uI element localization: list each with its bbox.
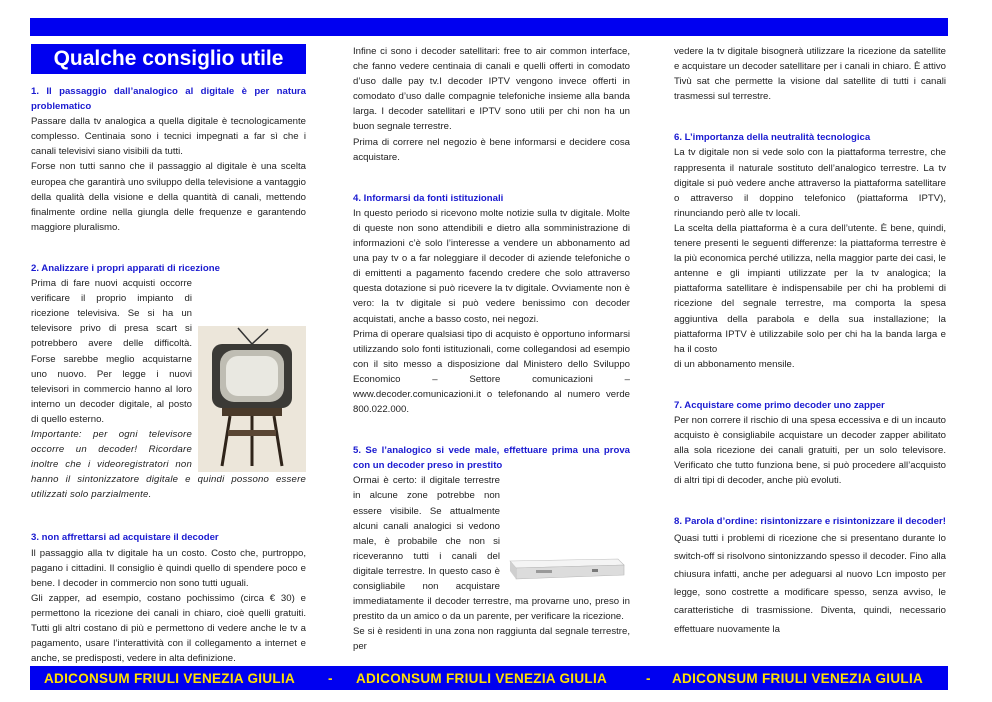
section-8-heading: 8. Parola d’ordine: risintonizzare e risintonizzare il decoder!: [674, 516, 946, 528]
section-1-paragraph-1: Passare dalla tv analogica a quella digitale è tecnologicamente complesso. Centinaia sono i tecnici impegnati a far sì che i canali televisivi siano visibili da tutti.: [31, 116, 306, 158]
section-4-paragraph-2: Prima di operare qualsiasi tipo di acquisto è opportuno informarsi utilizzando solo fonti istituzionali, come collegandosi ad esempio con il sito messo a disposizione dal Ministero dello Sviluppo Economico – Settore comunicazioni – www.decoder.comunicazioni.it o telefonando al numero verde 800.022.000.: [353, 328, 630, 416]
section-8-paragraph-1: Quasi tutti i problemi di ricezione che si presentano durante lo switch-off si risolvono sintonizzando spesso il decoder. Fino alla chiusura infatti, anche per adeguarsi al nuovo Lcn imposto per legge, sono costrette a modificare spesso, senza avviso, le caratteristiche di trasmissione. Diventa, quindi, necessario effettuare nuovamente la: [674, 532, 946, 635]
section-2-paragraph-1: Prima di fare nuovi acquisti occorre verificare il proprio impianto di ricezione televisiva. Se si ha un televisore privo di presa scart si potrebbero avere delle difficoltà. Forse sarebbe meglio acquistarne uno nuovo. Per legge i nuovi televisori in commercio hanno al loro interno un decoder digitale, al posto di quello esterno.: [31, 278, 192, 425]
section-3-paragraph-2: Gli zapper, ad esempio, costano pochissimo (circa € 30) e permettono la ricezione dei canali in chiaro, cioè quelli gratuiti. Tutti gli altri costano di più e permettono di vedere anche le tv a pagamento, usare l’interattività con il collegamento a internet e anche, se predisposti, vedere in alta definizione.: [31, 592, 306, 665]
section-1-heading: 1. Il passaggio dall’analogico al digitale è per natura problematico: [31, 86, 306, 113]
column-1: [31, 44, 306, 666]
section-2-heading: 2. Analizzare i propri apparati di ricezione: [31, 262, 220, 274]
footer-label-3: ADICONSUM FRIULI VENEZIA GIULIA: [672, 670, 924, 686]
vintage-tv-image: [198, 326, 306, 472]
section-5-heading: 5. Se l’analogico si vede male, effettuare prima una prova con un decoder preso in prestito: [353, 445, 630, 472]
footer-separator-2: -: [646, 670, 651, 686]
top-banner: [30, 18, 948, 36]
section-5-paragraph-1: Ormai è certo: il digitale terrestre in alcune zone potrebbe non essere visibile. Se attualmente alcuni canali analogici si vedono male, è probabile che non si riceveranno tutti i canali del digitale terrestre. In questo caso è consigliabile non acquistare immediatamente il decoder terrestre, ma provarne uno, preso in prestito da un amico o da un parente, per verificare la ricezione.: [353, 475, 630, 623]
footer-separator-1: -: [328, 670, 333, 686]
footer-banner: [30, 666, 948, 690]
section-6-paragraph-2: La scelta della piattaforma è a cura dell’utente. È bene, quindi, tenere presenti le seguenti differenze: la piattaforma terrestre è la più economica perché utilizza, nella maggior parte dei casi, le antenne e gli impianti utilizzate per la tv analogica; la piattaforma satellitare è indispensabile per chi ha problemi di ricezione del segnale terrestre, ma comporta la spesa aggiuntiva della parabola e della sua installazione; la piattaforma IPTV è utilizzabile solo per chi ha la banda larga e ha il costo: [674, 222, 946, 355]
intro-paragraph: Infine ci sono i decoder satellitari: free to air common interface, che fanno vedere centinaia di canali e quelli offerti in comodato d’uso dalle pay tv.I decoder IPTV vengono invece offerti in comodato d’uso dalle compagnie telefoniche insieme alla banda larga. I decoder satellitari e IPTV sono utili per chi non ha un buon segnale terrestre.: [353, 46, 630, 133]
intro-paragraph-2: Prima di correre nel negozio è bene informarsi e decidere cosa acquistare.: [353, 136, 630, 163]
section-6-paragraph-1: La tv digitale non si vede solo con la piattaforma terrestre, che rappresenta il naturale sostituto dell’analogico terrestre. La tv digitale si può vedere anche attraverso la piattaforma satellitare o attraverso il doppino telefonico (piattaforma IPTV), rinunciando però alle tv locali.: [674, 147, 946, 219]
section-1-paragraph-2: Forse non tutti sanno che il passaggio al digitale è una scelta europea che garantirà uno sviluppo della televisione a vantaggio della qualità della visione e della quantità di canali, mettendo finalmente ordine nella giungla delle frequenze e garantendo maggiore pluralismo.: [31, 161, 306, 233]
continued-paragraph: vedere la tv digitale bisognerà utilizzare la ricezione da satellite e acquistare un decoder satellitare per i canali in chiaro. È attivo Tivù sat che permette la visione dal satellite di tutti i canali trasmessi sul terrestre.: [674, 46, 946, 103]
section-6-paragraph-3: di un abbonamento mensile.: [674, 358, 795, 370]
page-title: Qualche consiglio utile: [31, 44, 306, 74]
footer-label-2: ADICONSUM FRIULI VENEZIA GIULIA: [356, 670, 608, 686]
section-5-paragraph-2: Se si è residenti in una zona non raggiunta dal segnale terrestre, per: [353, 626, 630, 653]
section-7-heading: 7. Acquistare come primo decoder uno zapper: [674, 399, 885, 411]
section-4-paragraph-1: In questo periodo si ricevono molte notizie sulla tv digitale. Molte di queste non sono attendibili e dietro alla somministrazione di informazioni c’è solo l’interesse a vendere un abbonamento ad una pay tv o a far noleggiare il decoder di aziende telefoniche o di emittenti a pagamento facendo credere che solo attraverso questa dotazione si può ricevere la tv digitale. Ovviamente non è vero: la tv digitale si può vedere benissimo con decoder acquistati, anche a basso costo, nei negozi.: [353, 207, 630, 325]
column-2: [353, 44, 630, 654]
section-6-heading: 6. L’importanza della neutralità tecnologica: [674, 132, 871, 144]
column-3: [674, 44, 946, 639]
section-4-heading: 4. Informarsi da fonti istituzionali: [353, 192, 504, 204]
section-3-paragraph-1: Il passaggio alla tv digitale ha un costo. Costo che, purtroppo, pagano i cittadini. Il consiglio è quindi quello di spendere poco e bene. I decoder in commercio non sono tutti uguali.: [31, 547, 306, 589]
decoder-image: [506, 551, 626, 581]
section-7-paragraph-1: Per non correre il rischio di una spesa eccessiva e di un incauto acquisto è consigliabile acquistare un decoder zapper abilitato alla sola ricezione dei canali gratuiti, per un solo televisore. Verificato che tutto funziona bene, si può procedere all’acquisto di altri tipi di decoder, anche più evoluti.: [674, 414, 946, 487]
section-2-paragraph-2: Importante: per ogni televisore occorre un decoder! Ricordare inoltre che i videoregistratori non hanno il sintonizzatore digitale e quindi possono essere utilizzati solo parzialmente.: [31, 428, 306, 501]
footer-label-1: ADICONSUM FRIULI VENEZIA GIULIA: [44, 670, 296, 686]
section-3-heading: 3. non affrettarsi ad acquistare il decoder: [31, 532, 219, 544]
